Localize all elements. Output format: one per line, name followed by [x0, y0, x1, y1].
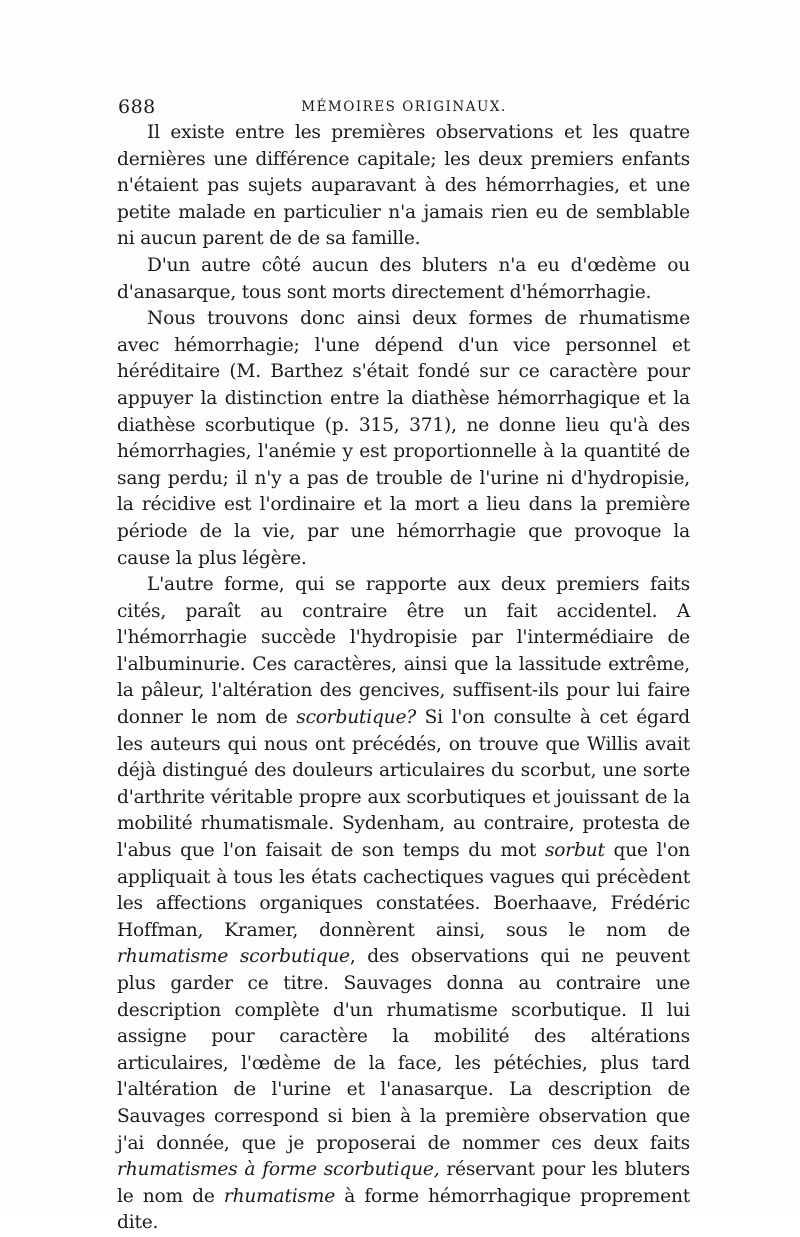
paragraph-text: que l'on appliquait à tous les états cachectiques vagues qui précèdent les affections organiques constatées. Boerhaave, Frédéric Hoffman, Kramer, donnèrent ainsi, sous le nom de	[117, 840, 690, 941]
paragraph-text: , des observations qui ne peuvent plus garder ce titre. Sauvages donna au contraire une description complète d'un rhumatisme scorbutique. Il lui assigne pour caractère la mobilité des altérations articulaires, l'œdème de la face, les pétéchies, plus tard l'altération de l'urine et l'anasarque. La description de Sauvages correspond si bien à la première observation que j'ai donnée, que je proposerai de nommer ces deux faits	[117, 946, 690, 1154]
paragraph-text: réservant pour les bluters le nom de	[117, 1159, 690, 1207]
page-number: 688	[118, 96, 156, 118]
paragraph-text: Il existe entre les premières observations et les quatre dernières une différence capitale; les deux premiers enfants n'étaient pas sujets auparavant à des hémorrhagies, et une petite malade en particulier n'a jamais rien eu de semblable ni aucun parent de de sa famille.	[117, 122, 690, 250]
paragraph-text: Si l'on consulte à cet égard les auteurs qui nous ont précédés, on trouve que Willis avait déjà distingué des douleurs articulaires du scorbut, une sorte d'arthrite véritable propre aux scorbutiques et jouissant de la mobilité rhumatismale. Sydenham, au contraire, protesta de l'abus que l'on faisait de son temps du mot	[117, 707, 691, 862]
italic-term: rhumatisme	[223, 1185, 336, 1207]
italic-term: rhumatisme scorbutique	[117, 946, 350, 968]
paragraph	[117, 306, 690, 572]
italic-term: scorbutique?	[296, 707, 417, 729]
italic-term: rhumatismes à forme scorbutique,	[117, 1159, 440, 1181]
paragraph-text: à forme hémorrhagique proprement dite.	[117, 1185, 690, 1234]
italic-term: sorbut	[544, 840, 605, 862]
paragraph	[117, 253, 690, 306]
paragraph	[117, 572, 690, 1237]
running-title: MÉMOIRES ORIGINAUX.	[301, 99, 507, 115]
body-text	[117, 120, 690, 1237]
paragraph-text: Nous trouvons donc ainsi deux formes de rhumatisme avec hémorrhagie; l'une dépend d'un vice personnel et héréditaire (M. Barthez s'était fondé sur ce caractère pour appuyer la distinction entre la diathèse hémorrhagique et la diathèse scorbutique (p. 315, 371), ne donne lieu qu'à des hémorrhagies, l'anémie y est proportionnelle à la quantité de sang perdu; il n'y a pas de trouble de l'urine ni d'hydropisie, la récidive est l'ordinaire et la mort a lieu dans la première période de la vie, par une hémorrhagie que provoque la cause la plus légère.	[117, 308, 690, 569]
paragraph-text: L'autre forme, qui se rapporte aux deux premiers faits cités, paraît au contraire être un fait accidentel. A l'hémorrhagie succède l'hydropisie par l'intermédiaire de l'albuminurie. Ces caractères, ainsi que la lassitude extrême, la pâleur, l'altération des gencives, suffisent-ils pour lui faire donner le nom de	[117, 574, 690, 729]
paragraph	[117, 120, 690, 253]
paragraph-text: D'un autre côté aucun des bluters n'a eu d'œdème ou d'anasarque, tous sont morts directement d'hémorrhagie.	[117, 254, 690, 303]
